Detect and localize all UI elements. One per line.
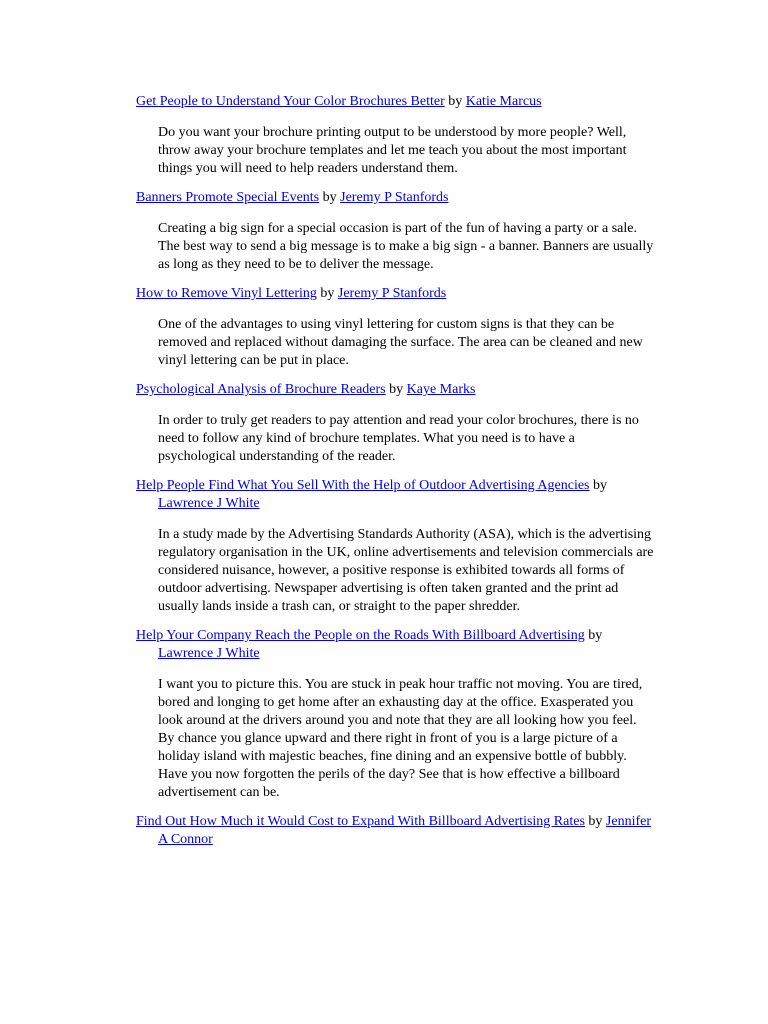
article-summary: One of the advantages to using vinyl lettering for custom signs is that they can be removed and replaced without damaging the surface. The area can be cleaned and new vinyl lettering can be put in place. [158, 317, 643, 368]
article-summary: Do you want your brochure printing output to be understood by more people? Well, throw away your brochure templates and let me teach you about the most important things you will need to help readers understand them. [158, 125, 627, 176]
author-link[interactable]: Jeremy P Stanfords [340, 190, 449, 205]
article-title-line [136, 381, 656, 399]
article-summary: I want you to picture this. You are stuck in peak hour traffic not moving. You are tired, bored and longing to get home after an exhausting day at the office. Exasperated you look around at the drivers around you and note that they are all looking how you feel. By chance you glance upward and there right in front of you is a large picture of a holiday island with majestic beaches, fine dining and an expensive bottle of bubbly. Have you now forgotten the perils of the day? See that is how effective a billboard advertisement can be. [158, 677, 643, 800]
article-entry [136, 813, 656, 849]
by-label: by [593, 478, 607, 493]
author-link[interactable]: Jeremy P Stanfords [337, 286, 447, 301]
author-link[interactable]: Lawrence J White [158, 496, 260, 511]
article-entry [136, 285, 656, 370]
article-title-line [136, 627, 656, 663]
author-link[interactable]: Kaye Marks [406, 382, 476, 397]
article-title-link[interactable]: Help Your Company Reach the People on the Roads With Billboard Advertising [136, 628, 585, 643]
article-list [136, 93, 656, 849]
article-title-link[interactable]: Psychological Analysis of Brochure Readers [136, 382, 386, 397]
article-title-line [136, 477, 656, 513]
article-entry [136, 189, 656, 274]
article-title-link[interactable]: Find Out How Much it Would Cost to Expand With Billboard Advertising Rates [136, 814, 585, 829]
article-summary: Creating a big sign for a special occasion is part of the fun of having a party or a sale. The best way to send a big message is to make a big sign - a banner. Banners are usually as long as they need to be to deliver the message. [158, 221, 654, 272]
article-title-line [136, 93, 656, 111]
article-entry [136, 477, 656, 616]
article-title-link[interactable]: Banners Promote Special Events [136, 190, 320, 205]
author-link[interactable]: Jennifer A Connor [158, 814, 651, 847]
article-summary: In order to truly get readers to pay attention and read your color brochures, there is no need to follow any kind of brochure templates. What you need is to have a psychological understanding of the reader. [158, 413, 639, 464]
by-label: by [320, 286, 335, 301]
article-title-link[interactable]: How to Remove Vinyl Lettering [136, 286, 317, 301]
article-entry [136, 381, 656, 466]
by-label: by [588, 628, 603, 643]
author-link[interactable]: Lawrence J White [158, 646, 260, 661]
article-title-line [136, 189, 656, 207]
author-link[interactable]: Katie Marcus [465, 94, 542, 109]
article-title-line [136, 813, 656, 849]
article-title-link[interactable]: Get People to Understand Your Color Brochures Better [136, 94, 445, 109]
by-label: by [448, 94, 463, 109]
by-label: by [588, 814, 603, 829]
article-title-link[interactable]: Help People Find What You Sell With the Help of Outdoor Advertising Agencies [136, 478, 590, 493]
article-summary: In a study made by the Advertising Standards Authority (ASA), which is the advertising regulatory organisation in the UK, online advertisements and television commercials are considered nuisance, however, a positive response is exhibited towards all forms of outdoor advertising. Newspaper advertising is often taken granted and the print ad usually lands inside a trash can, or straight to the paper shredder. [158, 527, 654, 614]
article-entry [136, 93, 656, 178]
article-entry [136, 627, 656, 802]
article-title-line [136, 285, 656, 303]
by-label: by [389, 382, 404, 397]
by-label: by [322, 190, 337, 205]
